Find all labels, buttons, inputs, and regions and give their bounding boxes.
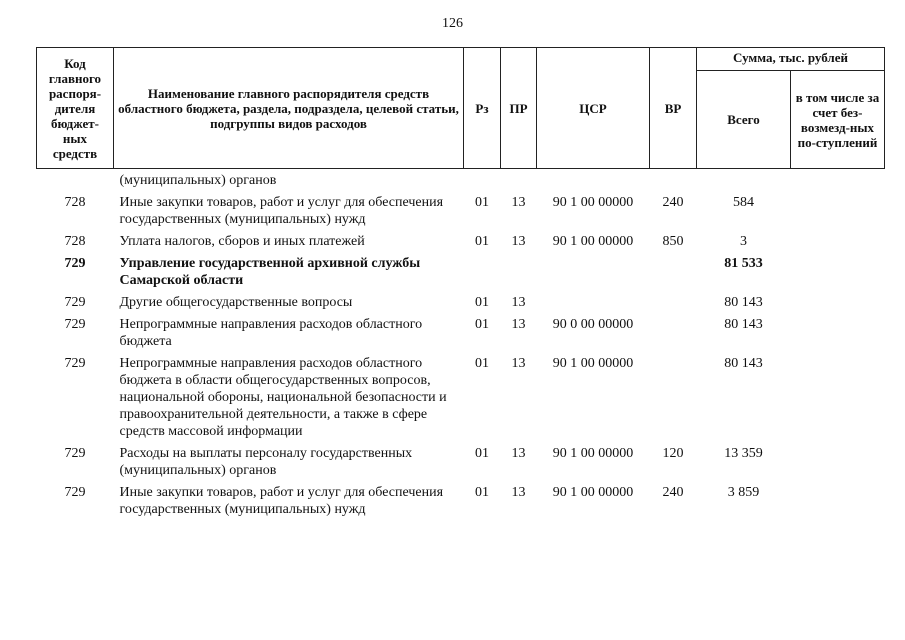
cell-csr bbox=[537, 294, 650, 316]
cell-name: (муниципальных) органов bbox=[119, 173, 277, 188]
header-name: Наименование главного распорядителя средств областного бюджета, раздела, подраздела, целевой статьи, подгруппы видов расходов bbox=[114, 48, 464, 169]
header-gratuitous: в том числе за счет без-возмезд-ных по-ступлений bbox=[791, 71, 885, 169]
cell-name: Управление государственной архивной службы Самарской области bbox=[119, 256, 421, 288]
header-code: Код главного распоря-дителя бюджет-ных средств bbox=[37, 48, 114, 169]
cell-rz: 01 bbox=[475, 317, 489, 332]
cell-rz: 01 bbox=[475, 485, 489, 500]
cell-total: 584 bbox=[733, 195, 754, 210]
cell-pr: 13 bbox=[511, 317, 526, 332]
cell-total: 81 533 bbox=[724, 256, 763, 271]
cell-name: Непрограммные направления расходов областного бюджета в области общегосударственных вопросов, национальной обороны, национальной безопасности и правоохранительной деятельности, а также в сфере средств массовой информации bbox=[119, 356, 447, 439]
cell-vr bbox=[650, 169, 697, 195]
cell-csr bbox=[537, 169, 650, 195]
cell-vr bbox=[650, 294, 697, 316]
header-vr: ВР bbox=[650, 48, 697, 169]
page-number: 126 bbox=[442, 16, 463, 31]
cell-code: 729 bbox=[64, 295, 86, 310]
cell-code: 729 bbox=[64, 356, 86, 371]
table-row bbox=[37, 445, 885, 484]
cell-code bbox=[37, 169, 114, 195]
cell-total: 80 143 bbox=[724, 295, 763, 310]
header-rz: Рз bbox=[464, 48, 501, 169]
budget-table bbox=[36, 47, 885, 523]
header-pr: ПР bbox=[501, 48, 537, 169]
cell-pr: 13 bbox=[511, 295, 526, 310]
cell-pr bbox=[501, 169, 537, 195]
cell-csr: 90 1 00 00000 bbox=[552, 356, 634, 371]
cell-rz: 01 bbox=[475, 356, 489, 371]
table-header bbox=[37, 48, 885, 169]
cell-pr: 13 bbox=[511, 195, 526, 210]
cell-gratuitous bbox=[791, 316, 885, 355]
cell-rz bbox=[464, 255, 501, 294]
cell-total: 3 bbox=[740, 234, 747, 249]
cell-gratuitous bbox=[791, 445, 885, 484]
table-row bbox=[37, 316, 885, 355]
cell-total: 80 143 bbox=[724, 356, 763, 371]
cell-csr: 90 1 00 00000 bbox=[552, 485, 634, 500]
cell-code: 729 bbox=[64, 256, 86, 271]
cell-pr: 13 bbox=[511, 446, 526, 461]
cell-vr: 120 bbox=[662, 446, 684, 461]
cell-code: 729 bbox=[64, 446, 86, 461]
cell-pr: 13 bbox=[511, 356, 526, 371]
cell-name: Непрограммные направления расходов областного бюджета bbox=[119, 317, 423, 349]
cell-vr bbox=[650, 355, 697, 445]
cell-gratuitous bbox=[791, 169, 885, 195]
cell-csr: 90 1 00 00000 bbox=[552, 446, 634, 461]
table-body bbox=[37, 169, 885, 524]
cell-vr bbox=[650, 255, 697, 294]
cell-gratuitous bbox=[791, 233, 885, 255]
cell-pr bbox=[501, 255, 537, 294]
cell-csr bbox=[537, 255, 650, 294]
cell-csr: 90 1 00 00000 bbox=[552, 195, 634, 210]
cell-code: 728 bbox=[64, 195, 86, 210]
table-row bbox=[37, 355, 885, 445]
table-row bbox=[37, 255, 885, 294]
table-row bbox=[37, 194, 885, 233]
cell-code: 728 bbox=[64, 234, 86, 249]
cell-vr: 240 bbox=[662, 485, 684, 500]
cell-gratuitous bbox=[791, 294, 885, 316]
cell-rz: 01 bbox=[475, 195, 489, 210]
cell-gratuitous bbox=[791, 255, 885, 294]
table-row bbox=[37, 233, 885, 255]
cell-total: 80 143 bbox=[724, 317, 763, 332]
cell-gratuitous bbox=[791, 355, 885, 445]
cell-vr: 240 bbox=[662, 195, 684, 210]
cell-pr: 13 bbox=[511, 485, 526, 500]
cell-gratuitous bbox=[791, 194, 885, 233]
header-total: Всего bbox=[697, 71, 791, 169]
cell-name: Другие общегосударственные вопросы bbox=[119, 295, 353, 310]
cell-rz: 01 bbox=[475, 234, 489, 249]
cell-name: Иные закупки товаров, работ и услуг для обеспечения государственных (муниципальных) нужд bbox=[119, 195, 444, 227]
table-row bbox=[37, 484, 885, 523]
cell-vr: 850 bbox=[662, 234, 684, 249]
cell-name: Расходы на выплаты персоналу государственных (муниципальных) органов bbox=[119, 446, 413, 478]
cell-rz: 01 bbox=[475, 446, 489, 461]
cell-name: Иные закупки товаров, работ и услуг для обеспечения государственных (муниципальных) нужд bbox=[119, 485, 444, 517]
cell-gratuitous bbox=[791, 484, 885, 523]
header-sum: Сумма, тыс. рублей bbox=[697, 48, 885, 71]
cell-rz bbox=[464, 169, 501, 195]
cell-rz: 01 bbox=[475, 295, 489, 310]
header-csr: ЦСР bbox=[537, 48, 650, 169]
cell-total: 3 859 bbox=[727, 485, 760, 500]
cell-name: Уплата налогов, сборов и иных платежей bbox=[119, 234, 365, 249]
cell-code: 729 bbox=[64, 317, 86, 332]
cell-csr: 90 1 00 00000 bbox=[552, 234, 634, 249]
cell-total bbox=[697, 169, 791, 195]
table-row bbox=[37, 294, 885, 316]
table-row bbox=[37, 169, 885, 195]
cell-total: 13 359 bbox=[724, 446, 763, 461]
cell-pr: 13 bbox=[511, 234, 526, 249]
cell-vr bbox=[650, 316, 697, 355]
cell-code: 729 bbox=[64, 485, 86, 500]
cell-csr: 90 0 00 00000 bbox=[552, 317, 634, 332]
